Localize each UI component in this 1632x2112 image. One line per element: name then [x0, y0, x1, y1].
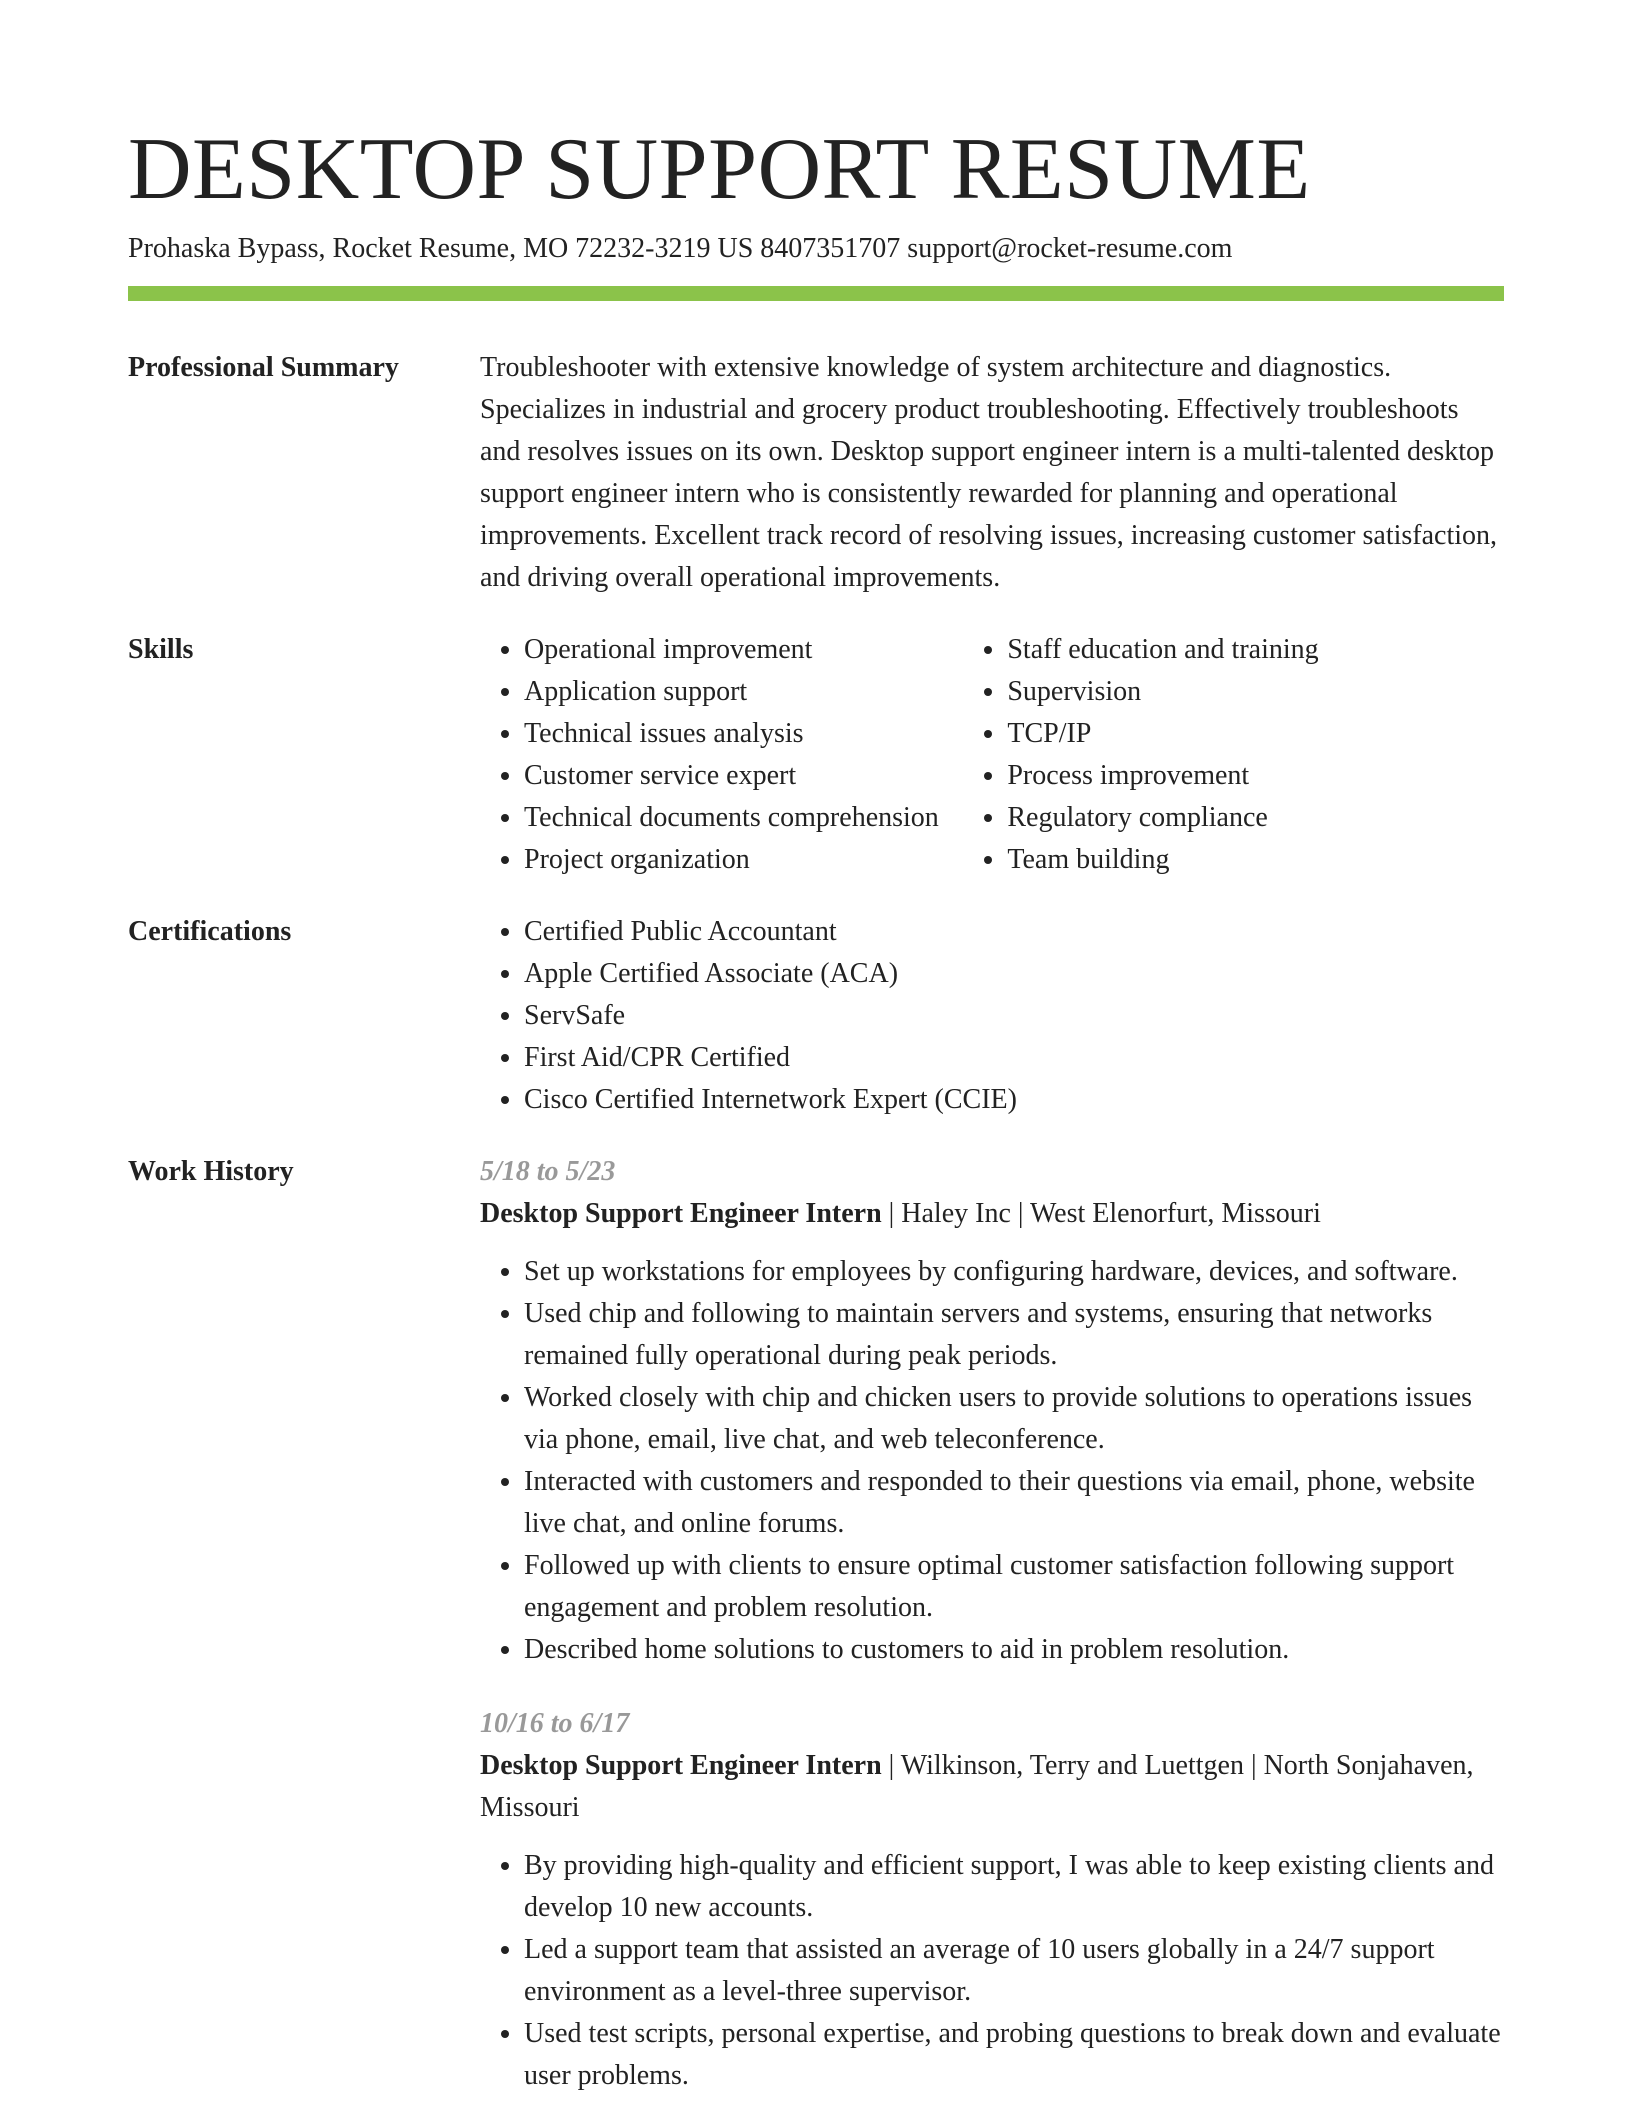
- summary-body: [480, 347, 1504, 599]
- resume-title: DESKTOP SUPPORT RESUME: [128, 121, 1311, 218]
- skill-item: • Operational improvement: [524, 629, 963, 671]
- skill-item: • Supervision: [1007, 671, 1504, 713]
- contact-email: support@rocket-resume.com: [907, 233, 1233, 264]
- job-role: Desktop Support Engineer Intern: [480, 1198, 882, 1229]
- job-bullet: • By providing high-quality and efficient support, I was able to keep existing clients and develop 10 new accounts.: [524, 1845, 1504, 1929]
- certifications-list: [480, 911, 1504, 1121]
- certifications-body: [480, 911, 1504, 1121]
- job-entry: [480, 1151, 1504, 1671]
- certification-item: • First Aid/CPR Certified: [524, 1037, 1504, 1079]
- job-bullet: • Led a support team that assisted an average of 10 users globally in a 24/7 support environment as a level-three supervisor.: [524, 1929, 1504, 2013]
- certification-item: • Certified Public Accountant: [524, 911, 1504, 953]
- certification-item: • ServSafe: [524, 995, 1504, 1037]
- job-bullets: [480, 1845, 1504, 2097]
- work-history-label: Work History: [128, 1156, 294, 1187]
- skill-item: • Customer service expert: [524, 755, 963, 797]
- skill-item: • Application support: [524, 671, 963, 713]
- certification-item: • Cisco Certified Internetwork Expert (CCIE): [524, 1079, 1504, 1121]
- skill-item: • Technical issues analysis: [524, 713, 963, 755]
- skills-list-right: [963, 629, 1504, 881]
- job-heading: [480, 1745, 1504, 1829]
- job-bullet: • Described home solutions to customers to aid in problem resolution.: [524, 1629, 1504, 1671]
- contact-address: Prohaska Bypass, Rocket Resume, MO 72232-3219 US: [128, 233, 754, 264]
- contact-line: [128, 231, 1232, 267]
- contact-phone: 8407351707: [760, 233, 901, 264]
- job-details: | Haley Inc | West Elenorfurt, Missouri: [881, 1198, 1321, 1229]
- job-role: Desktop Support Engineer Intern: [480, 1750, 882, 1781]
- job-dates: 10/16 to 6/17: [480, 1708, 630, 1739]
- skill-item: • Project organization: [524, 839, 963, 881]
- job-bullet: • Followed up with clients to ensure optimal customer satisfaction following support engagement and problem resolution.: [524, 1545, 1504, 1629]
- work-history-body: [480, 1151, 1504, 2097]
- skill-item: • Team building: [1007, 839, 1504, 881]
- job-dates: 5/18 to 5/23: [480, 1156, 616, 1187]
- job-entry: [480, 1703, 1504, 2097]
- summary-label: Professional Summary: [128, 352, 399, 383]
- skills-body: [480, 629, 1504, 881]
- job-details: | Wilkinson, Terry and Luettgen | North Sonjahaven, Missouri: [480, 1750, 1474, 1823]
- skill-item: • Regulatory compliance: [1007, 797, 1504, 839]
- job-bullet: • Interacted with customers and responded to their questions via email, phone, website live chat, and online forums.: [524, 1461, 1504, 1545]
- job-heading: [480, 1193, 1504, 1235]
- skill-item: • TCP/IP: [1007, 713, 1504, 755]
- job-bullet: • Set up workstations for employees by configuring hardware, devices, and software.: [524, 1251, 1504, 1293]
- skill-item: • Technical documents comprehension: [524, 797, 963, 839]
- skill-item: • Staff education and training: [1007, 629, 1504, 671]
- job-bullet: • Worked closely with chip and chicken users to provide solutions to operations issues via phone, email, live chat, and web teleconference.: [524, 1377, 1504, 1461]
- skills-label: Skills: [128, 634, 194, 665]
- job-bullets: [480, 1251, 1504, 1671]
- skill-item: • Process improvement: [1007, 755, 1504, 797]
- certifications-label: Certifications: [128, 916, 292, 947]
- job-bullet: • Used test scripts, personal expertise, and probing questions to break down and evaluate user problems.: [524, 2013, 1504, 2097]
- accent-divider: [128, 286, 1504, 301]
- summary-text: Troubleshooter with extensive knowledge of system architecture and diagnostics. Specializes in industrial and grocery product troubleshooting. Effectively troubleshoots and resolves issues on its own. Desktop support engineer intern is a multi-talented desktop support engineer intern who is consistently rewarded for planning and operational improvements. Excellent track record of resolving issues, increasing customer satisfaction, and driving overall operational improvements.: [480, 352, 1498, 593]
- skills-list-left: [480, 629, 963, 881]
- certification-item: • Apple Certified Associate (ACA): [524, 953, 1504, 995]
- job-bullet: • Used chip and following to maintain servers and systems, ensuring that networks remained fully operational during peak periods.: [524, 1293, 1504, 1377]
